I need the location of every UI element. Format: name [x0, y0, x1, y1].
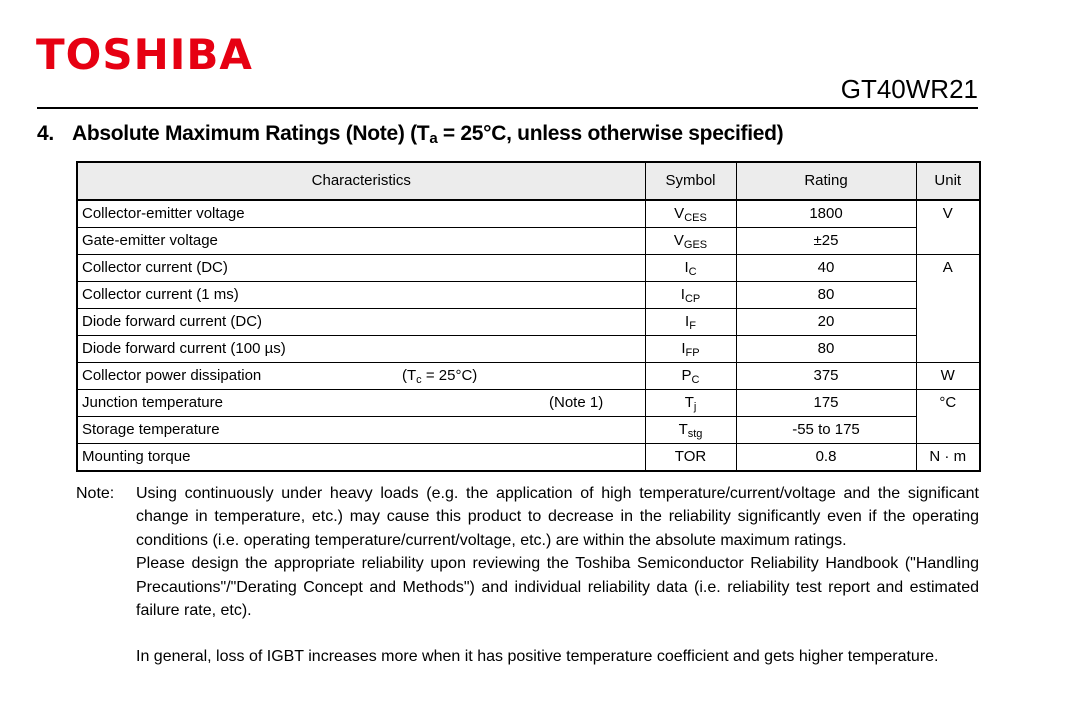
section-title-condition: = 25°C, unless otherwise specified) — [437, 122, 784, 145]
symbol-letter: I — [684, 259, 689, 276]
symbol-cell — [645, 336, 736, 363]
condition-subscript: c — [416, 374, 422, 386]
note-block — [76, 482, 979, 669]
symbol-letter: V — [674, 205, 685, 222]
symbol-subscript: GES — [683, 239, 708, 251]
characteristic-cell: Mounting torque — [77, 444, 645, 472]
rating-cell: 0.8 — [736, 444, 916, 472]
symbol-cell — [645, 363, 736, 390]
section-title-subscript: a — [429, 130, 438, 147]
characteristic-cell — [77, 363, 645, 390]
symbol-cell — [645, 390, 736, 417]
condition-suffix: = 25°C) — [421, 367, 478, 384]
condition-prefix: (T — [402, 367, 417, 384]
note-paragraph-2: Please design the appropriate reliability upon reviewing the Toshiba Semiconductor Reliability Handbook ("Handling Precautions"/"Derating Concept and Methods") and individual reliability data (i.e. reliability test report and estimated failure rate, etc). — [136, 555, 979, 620]
rating-cell: 1800 — [736, 200, 916, 228]
symbol-letter: I — [680, 286, 685, 303]
header-symbol: Symbol — [645, 162, 736, 200]
table-row — [77, 444, 980, 472]
symbol-letter: V — [673, 232, 684, 249]
characteristic-cell: Collector current (1 ms) — [77, 282, 645, 309]
table-row — [77, 390, 980, 417]
condition-note — [402, 363, 477, 389]
symbol-cell — [645, 255, 736, 282]
table-row — [77, 363, 980, 390]
characteristic-cell — [77, 390, 645, 417]
rating-cell: 20 — [736, 309, 916, 336]
characteristic-cell: Collector current (DC) — [77, 255, 645, 282]
unit-cell: °C — [916, 390, 980, 444]
unit-cell: A — [916, 255, 980, 363]
table-row — [77, 228, 980, 255]
table-row — [77, 282, 980, 309]
rating-cell: 80 — [736, 336, 916, 363]
characteristic-cell: Gate-emitter voltage — [77, 228, 645, 255]
characteristic-cell: Diode forward current (DC) — [77, 309, 645, 336]
table-row — [77, 255, 980, 282]
symbol-subscript: FP — [685, 347, 700, 359]
rating-cell: 375 — [736, 363, 916, 390]
rating-cell: ±25 — [736, 228, 916, 255]
header-characteristics: Characteristics — [77, 162, 645, 200]
characteristic-cell: Collector-emitter voltage — [77, 200, 645, 228]
characteristic-label: Junction temperature — [82, 394, 223, 411]
table-row — [77, 336, 980, 363]
note-label: Note: — [76, 485, 115, 502]
unit-cell: W — [916, 363, 980, 390]
characteristic-cell: Storage temperature — [77, 417, 645, 444]
symbol-letter: I — [685, 313, 690, 330]
symbol-subscript: C — [688, 266, 697, 278]
note-body — [136, 482, 979, 669]
note-paragraph-1: Using continuously under heavy loads (e.g. the application of high temperature/current/voltage and the significant change in temperature, etc.) may cause this product to decrease in the reliability significantly even if the operating conditions (i.e. operating temperature/current/voltage, etc.) are within the absolute maximum ratings. — [136, 485, 979, 549]
section-title-text: Absolute Maximum Ratings (Note) (T — [72, 122, 430, 145]
section-title — [37, 120, 783, 148]
absolute-maximum-ratings-table — [76, 161, 981, 472]
symbol-cell — [645, 417, 736, 444]
header-divider — [37, 107, 978, 109]
header-rating: Rating — [736, 162, 916, 200]
table-row — [77, 200, 980, 228]
unit-cell: V — [916, 200, 980, 255]
symbol-cell — [645, 282, 736, 309]
symbol-subscript: C — [691, 374, 700, 386]
section-number: 4. — [37, 122, 54, 145]
header-unit: Unit — [916, 162, 980, 200]
symbol-cell — [645, 228, 736, 255]
symbol-letter: I — [681, 340, 686, 357]
symbol-letter: T — [678, 421, 688, 438]
rating-cell: 80 — [736, 282, 916, 309]
condition-note: (Note 1) — [549, 394, 604, 411]
symbol-subscript: F — [689, 320, 696, 332]
symbol-subscript: j — [693, 401, 697, 413]
symbol-letter: P — [681, 367, 692, 384]
rating-cell: 175 — [736, 390, 916, 417]
rating-cell: -55 to 175 — [736, 417, 916, 444]
table-header-row — [77, 162, 980, 200]
symbol-subscript: CP — [684, 293, 701, 305]
symbol-cell: TOR — [645, 444, 736, 472]
symbol-subscript: stg — [687, 428, 703, 440]
symbol-cell — [645, 200, 736, 228]
table-row — [77, 417, 980, 444]
table-row — [77, 309, 980, 336]
toshiba-logo: TOSHIBA — [36, 30, 253, 79]
unit-cell: N · m — [916, 444, 980, 472]
characteristic-cell: Diode forward current (100 µs) — [77, 336, 645, 363]
part-number: GT40WR21 — [840, 74, 978, 104]
characteristic-label: Collector power dissipation — [82, 367, 262, 384]
symbol-letter: T — [684, 394, 694, 411]
rating-cell: 40 — [736, 255, 916, 282]
symbol-cell — [645, 309, 736, 336]
note-paragraph-3: In general, loss of IGBT increases more when it has positive temperature coefficient and gets higher temperature. — [136, 648, 939, 666]
symbol-subscript: CES — [684, 212, 707, 224]
